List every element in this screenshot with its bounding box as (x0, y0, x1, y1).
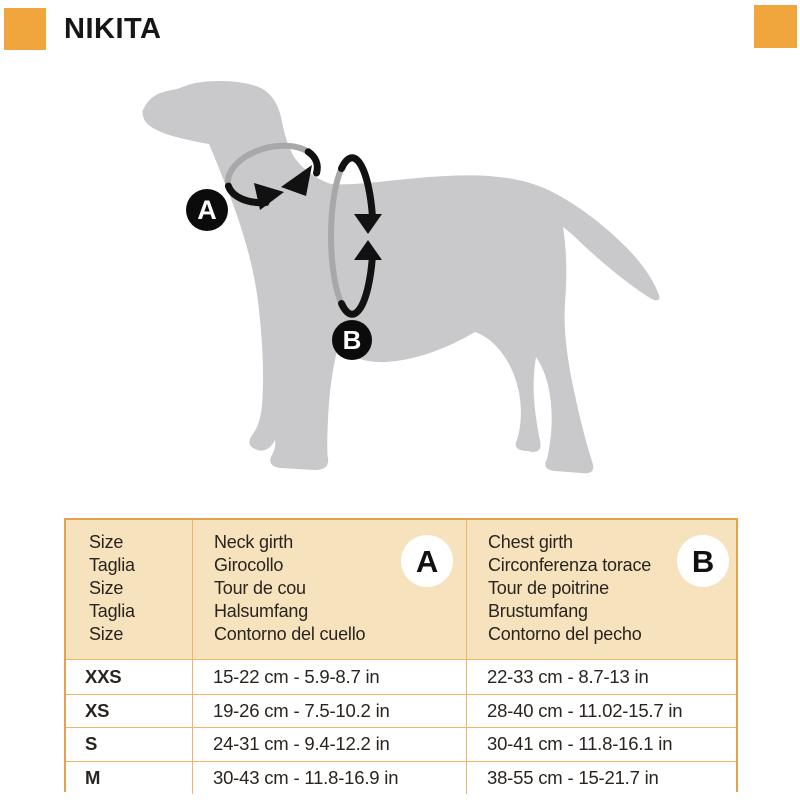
neck-header-line: Neck girth (214, 532, 294, 552)
row-chest-value: 28-40 cm - 11.02-15.7 in (487, 699, 683, 721)
marker-a-label: A (197, 195, 217, 225)
table-badge-b-label: B (691, 543, 715, 579)
size-header-line: Taglia (89, 601, 135, 621)
row-size-label: M (66, 762, 193, 795)
chest-header-line: Contorno del pecho (488, 624, 642, 644)
header-cell-chest-girth (467, 520, 736, 659)
header-cell-neck-girth (193, 520, 467, 659)
marker-b-label: B (342, 325, 362, 355)
row-chest-value: 22-33 cm - 8.7-13 in (487, 665, 649, 687)
row-chest-value: 30-41 cm - 11.8-16.1 in (487, 733, 673, 755)
row-size-label: XS (66, 695, 193, 728)
size-header-line: Size (89, 624, 124, 644)
size-header-line: Size (89, 578, 124, 598)
table-row (66, 761, 736, 795)
dog-silhouette (143, 81, 660, 473)
row-neck-value: 15-22 cm - 5.9-8.7 in (193, 660, 467, 694)
chest-header-line: Tour de poitrine (488, 578, 609, 598)
size-table-header-row (66, 520, 736, 660)
table-row (66, 660, 736, 694)
neck-header-line: Girocollo (214, 555, 284, 575)
chest-header-line: Chest girth (488, 532, 573, 552)
table-badge-b (677, 535, 729, 587)
table-badge-a (401, 535, 453, 587)
page-title: NIKITA (64, 13, 162, 45)
row-chest-value: 38-55 cm - 15-21.7 in (487, 766, 659, 788)
table-row (66, 694, 736, 728)
table-badge-a-label: A (415, 543, 439, 579)
row-neck-value: 24-31 cm - 9.4-12.2 in (193, 728, 467, 761)
table-row (66, 727, 736, 761)
neck-header-line: Contorno del cuello (214, 624, 366, 644)
size-header-line: Taglia (89, 555, 135, 575)
header-cell-size (66, 520, 193, 659)
chest-header-line: Brustumfang (488, 601, 588, 621)
size-header-line: Size (89, 532, 124, 552)
row-size-label: S (66, 728, 193, 761)
neck-header-line: Halsumfang (214, 601, 309, 621)
neck-header-line: Tour de cou (214, 578, 306, 598)
row-neck-value: 19-26 cm - 7.5-10.2 in (193, 695, 467, 728)
size-table (64, 518, 738, 792)
chest-header-line: Circonferenza torace (488, 555, 652, 575)
row-neck-value: 30-43 cm - 11.8-16.9 in (193, 762, 467, 795)
row-size-label: XXS (66, 660, 193, 694)
